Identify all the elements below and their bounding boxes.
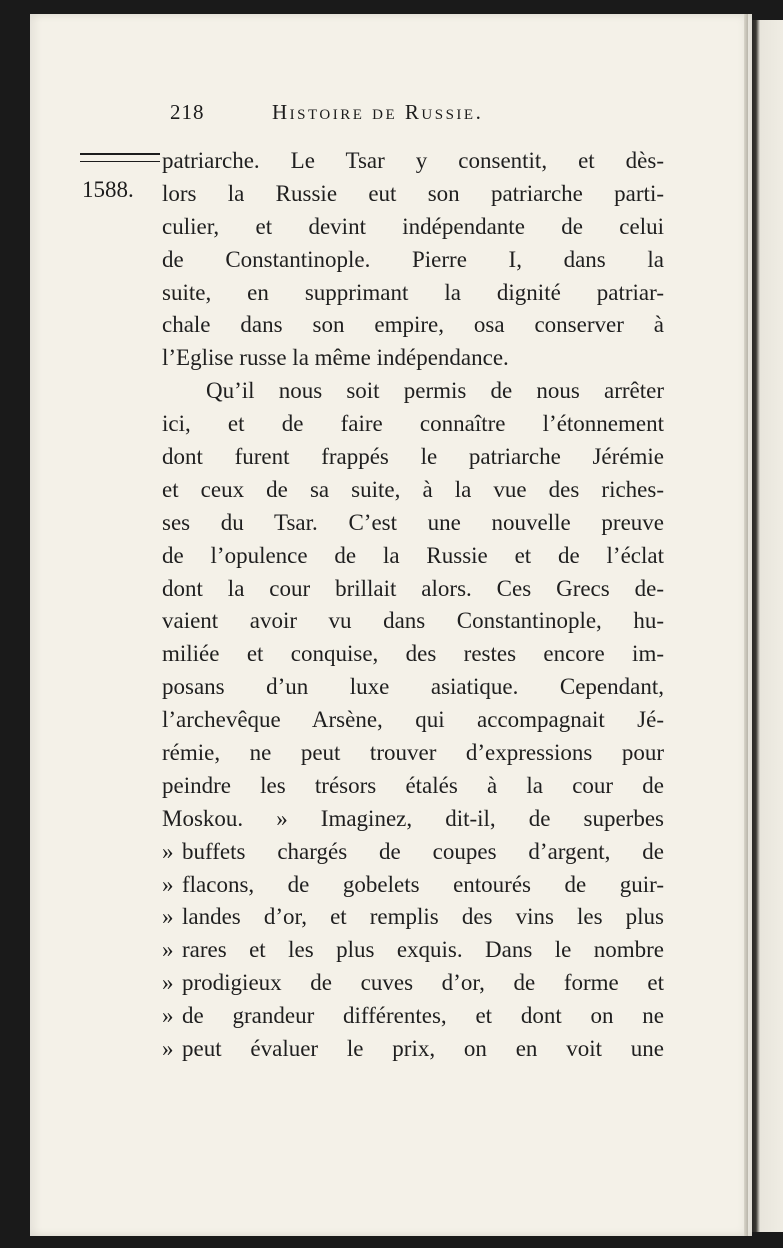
quoted-text-line <box>162 1000 664 1033</box>
quote-mark: » <box>162 1036 174 1062</box>
text-line: peindre les trésors étalés à la cour de <box>162 772 664 798</box>
quote-mark: » <box>162 937 174 963</box>
text-line: rémie, ne peut trouver d’expressions pour <box>162 740 664 766</box>
text-line: ses du Tsar. C’est une nouvelle preuve <box>162 509 664 535</box>
text-line: de Constantinople. Pierre I, dans la <box>162 246 664 272</box>
quoted-text: prodigieux de cuves d’or, de forme et <box>182 970 664 996</box>
running-title: Histoire de Russie. <box>272 100 484 124</box>
text-line: ici, et de faire connaître l’étonnement <box>162 411 664 437</box>
quoted-text: de grandeur différentes, et dont on ne <box>182 1003 664 1029</box>
quoted-text: rares et les plus exquis. Dans le nombre <box>182 937 664 963</box>
quoted-text-line <box>162 901 664 934</box>
quoted-text-line <box>162 934 664 967</box>
page-number: 218 <box>170 100 205 124</box>
running-head <box>170 100 660 130</box>
quoted-text: buffets chargés de coupes d’argent, de <box>182 838 664 864</box>
quoted-text: landes d’or, et remplis des vins les plus <box>182 904 664 930</box>
body-text <box>162 145 664 1066</box>
quoted-text-line <box>162 967 664 1000</box>
text-line: l’Eglise russe la même indépendance. <box>162 345 509 371</box>
quoted-text: peut évaluer le prix, on en voit une <box>182 1036 664 1062</box>
text-line: Moskou. » Imaginez, dit-il, de superbes <box>162 805 664 831</box>
text-line: posans d’un luxe asiatique. Cependant, <box>162 674 664 700</box>
margin-rule <box>80 153 160 162</box>
text-line: chale dans son empire, osa conserver à <box>162 312 664 338</box>
text-line: l’archevêque Arsène, qui accompagnait Jé- <box>162 707 664 733</box>
quoted-text-line <box>162 1033 664 1066</box>
text-line: miliée et conquise, des restes encore im- <box>162 641 664 667</box>
quote-mark: » <box>162 838 174 864</box>
text-line: de l’opulence de la Russie et de l’éclat <box>162 542 664 568</box>
page-fold-shadow <box>744 14 748 1236</box>
text-line: dont la cour brillait alors. Ces Grecs de- <box>162 575 664 601</box>
quote-mark: » <box>162 970 174 996</box>
text-line: suite, en supprimant la dignité patriar- <box>162 279 664 305</box>
text-line: et ceux de sa suite, à la vue des riches- <box>162 476 664 502</box>
adjacent-page-edge <box>752 20 783 1232</box>
quoted-text-line <box>162 869 664 902</box>
text-line: vaient avoir vu dans Constantinople, hu- <box>162 608 664 634</box>
text-line: lors la Russie eut son patriarche parti- <box>162 180 664 206</box>
quoted-text: flacons, de gobelets entourés de guir- <box>182 871 664 897</box>
text-line: dont furent frappés le patriarche Jérémie <box>162 444 664 470</box>
quoted-text-line <box>162 836 664 869</box>
margin-year-note: 1588. <box>82 177 134 202</box>
quote-mark: » <box>162 904 174 930</box>
text-line: Qu’il nous soit permis de nous arrêter <box>206 378 664 404</box>
quote-mark: » <box>162 1003 174 1029</box>
text-line: culier, et devint indépendante de celui <box>162 213 664 239</box>
text-line: patriarche. Le Tsar y consentit, et dès- <box>162 148 664 173</box>
quote-mark: » <box>162 871 174 897</box>
